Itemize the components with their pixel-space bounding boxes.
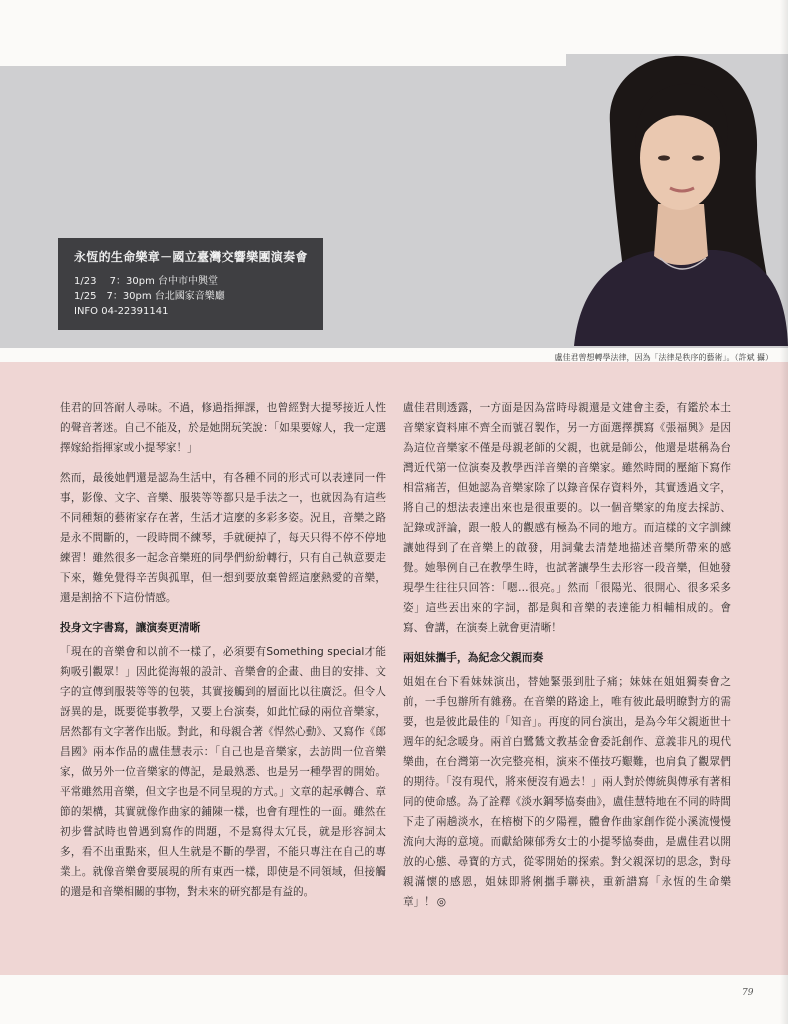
right-paragraph-1: 盧佳君則透露，一方面是因為當時母親還是文建會主委，有鑑於本土音樂家資料庫不齊全而號召製作，另一方面選擇撰寫《張福興》是因為這位音樂家不僅是母親老師的父親，也就是師公，他還是堪稱為台灣近代第一位演奏及教學西洋音樂的音樂家。雖然時間的壓縮下寫作相當痛苦，但她認為音樂家除了以錄音保存資料外，其實透過文字，將自己的想法表達出來也是很重要的。以一個音樂家的角度去採訪、記錄或評論，跟一般人的觀感有極為不同的地方。而這樣的文字訓練讓她得到了在音樂上的啟發，用詞彙去清楚地描述音樂所帶來的感覺。她舉例自己在教學生時，也試著讓學生去形容一段音樂，但她發現學生往往只回答：「嗯…很亮。」然而「很陽光、很開心、很多采多姿」這些丟出來的字詞，都是與和音樂的表達能力相輔相成的。會寫、會講，在演奏上就會更清晰！: [403, 402, 731, 634]
page-number: 79: [742, 988, 754, 998]
portrait-photo: [566, 54, 788, 346]
event-line-info: INFO 04-22391141: [74, 306, 169, 317]
left-paragraph-1: 佳君的回答耐人尋味。不過，修過指揮課，也曾經對大提琴接近人性的聲音著迷。自己不能及，於是她開玩笑說：「如果要嫁人，我一定選擇嫁給指揮家或小提琴家！」: [60, 402, 386, 454]
photo-caption: 盧佳君曾想轉學法律，因為「法律是秩序的藝術」。（許斌 攝）: [554, 353, 773, 362]
article-left-column: [60, 398, 386, 912]
right-paragraph-2: [403, 672, 731, 912]
right-paragraph-2-text: 姐姐在台下看妹妹演出，替她緊張到肚子痛；妹妹在姐姐獨奏會之前，一手包辦所有雜務。在音樂的路途上，唯有彼此最明瞭對方的需要，也是彼此最佳的「知音」。再度的同台演出，是為今年父親逝世十週年的紀念暖身。兩首白鷺鷥文教基金會委託創作、意義非凡的現代樂曲，在台灣第一次完整亮相，演來不僅技巧艱難，也肩負了觀眾們的期待。「沒有現代，將來便沒有過去！」兩人對於傳統與傳承有著相同的使命感。為了詮釋《淡水鋼琴協奏曲》，盧佳慧特地在不同的時間下走了兩趟淡水，在榕樹下的夕陽裡，體會作曲家創作從小溪流慢慢流向大海的意境。而獻給陳郁秀女士的小提琴協奏曲，是盧佳君以開放的心態、尋寶的方式，從零開始的探索。對父親深切的思念，對母親滿懷的感恩，姐妹即將俐攜手聯袂，重新譜寫「永恆的生命樂章」！: [403, 676, 731, 908]
page-edge-shadow: [780, 0, 788, 1024]
event-title: 永恆的生命樂章－國立臺灣交響樂團演奏會: [74, 250, 308, 264]
event-line-taichung: 1/23 7：30pm 台中市中興堂: [74, 276, 218, 287]
section-heading-writing: 投身文字書寫，讓演奏更清晰: [60, 621, 201, 634]
left-paragraph-2: 然而，最後她們還是認為生活中，有各種不同的形式可以表達同一件事，影像、文字、音樂、服裝等等都只是手法之一，也就因為有這些不同種類的藝術家存在著，生活才這麼的多彩多姿。況且，音樂之路是永不間斷的，一段時間不練琴，手就硬掉了，每天只得不停不停地練習！雖然很多一起念音樂班的同學們紛紛轉行，只有自己執意要走下來，難免覺得辛苦與孤單，但一想到要放棄曾經這麼熱愛的音樂，還是割捨不下這份情感。: [60, 472, 386, 604]
section-heading-sisters: 兩姐妹攜手，為紀念父親而奏: [403, 651, 544, 664]
end-mark: ◎: [436, 896, 447, 908]
event-line-taipei: 1/25 7：30pm 台北國家音樂廳: [74, 291, 225, 302]
article-right-column: [403, 398, 731, 922]
event-info-box: [58, 238, 323, 330]
left-paragraph-3: 「現在的音樂會和以前不一樣了，必須要有Something special才能夠吸引觀眾！」因此從海報的設計、音樂會的企畫、曲目的安排、文字的宣傳到服裝等等的包裝，其實接觸到的層面比以往廣泛。但令人訝異的是，既要從事教學，又要上台演奏，如此忙碌的兩位音樂家，居然都有文字著作出版。對此，和母親合著《悍然心動》、又寫作《郎昌國》兩本作品的盧佳慧表示：「自己也是音樂家，去訪問一位音樂家，做另外一位音樂家的傳記，是最熟悉、也是另一種學習的開始。平常雖然用音樂，但文字也是不同呈現的方式。」文章的起承轉合、章節的架構，其實就像作曲家的鋪陳一樣，也會有理性的一面。雖然在初步嘗試時也曾遇到寫作的問題，不是寫得太冗長，就是形容詞太多，看不出重點來，但人生就是不斷的學習，不能只專注在自己的專業上。就像音樂會要展現的所有東西一樣，即使是不同領域，但接觸的還是和音樂相關的事物，對未來的研究都是有益的。: [60, 646, 386, 898]
